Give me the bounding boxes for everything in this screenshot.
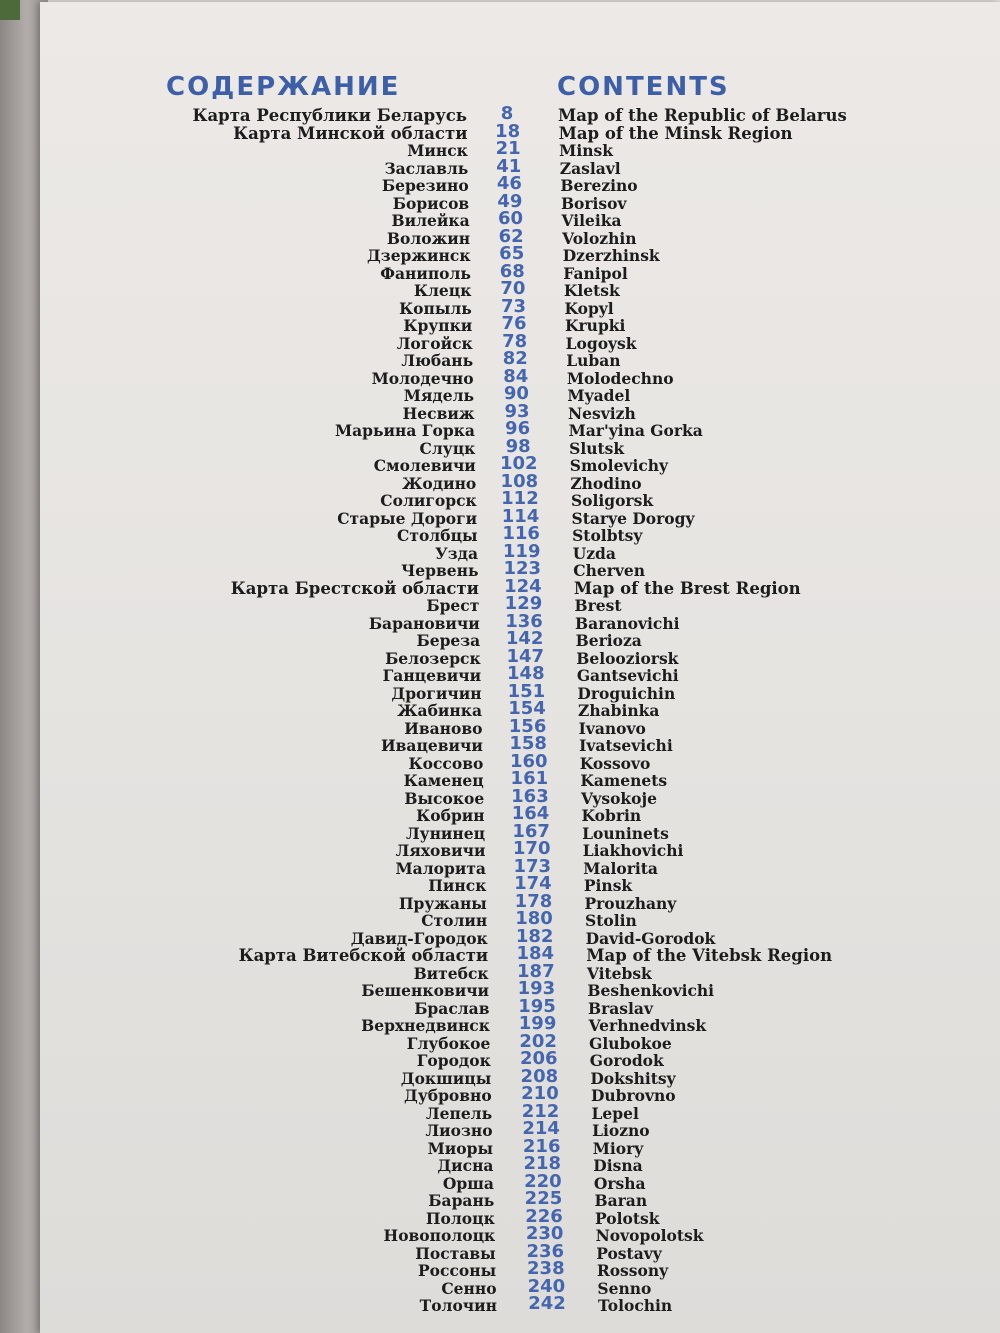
toc-row <box>0 278 1000 300</box>
toc-row <box>0 698 1000 720</box>
toc-entry-ru: Глубокое <box>406 1033 491 1053</box>
toc-entry-ru: Ляховичи <box>395 841 486 860</box>
toc-entry-en: Belooziorsk <box>576 648 679 668</box>
toc-entry-ru: Миоры <box>427 1138 494 1158</box>
toc-entry-en: Molodechno <box>566 368 674 388</box>
toc-entry-en: Kobrin <box>581 806 642 825</box>
toc-row <box>0 348 1000 370</box>
toc-page-number: 18 <box>495 120 521 142</box>
toc-entry-en: Zaslavl <box>559 158 621 178</box>
toc-page-number: 206 <box>519 1048 558 1069</box>
toc-row <box>0 1293 1000 1315</box>
toc-page-number: 62 <box>498 225 524 247</box>
toc-entry-en: Dubrovno <box>590 1086 676 1105</box>
toc-page-number: 167 <box>512 820 550 842</box>
toc-row <box>0 628 1000 650</box>
toc-row <box>0 593 1000 615</box>
toc-entry-ru: Пинск <box>428 876 487 895</box>
toc-entry-ru: Карта Витебской области <box>238 946 489 965</box>
toc-page-number: 195 <box>518 995 556 1017</box>
toc-entry-en: Rossony <box>596 1261 669 1280</box>
toc-row <box>0 820 1000 843</box>
toc-entry-en: Cherven <box>573 561 646 580</box>
toc-entry-ru: Иваново <box>404 718 483 738</box>
toc-page-number: 93 <box>504 400 530 422</box>
toc-entry-en: Dokshitsy <box>590 1068 676 1088</box>
toc-entry-ru: Слуцк <box>419 438 476 458</box>
toc-entry-ru: Поставы <box>415 1243 496 1263</box>
toc-entry-ru: Червень <box>401 561 479 580</box>
toc-page-number: 8 <box>500 103 514 124</box>
toc-page-number: 142 <box>505 628 544 649</box>
toc-entry-en: Map of the Vitebsk Region <box>586 946 833 965</box>
toc-row <box>0 768 1000 790</box>
toc-row <box>0 470 1000 493</box>
toc-entry-en: Glubokoe <box>589 1033 672 1053</box>
toc-page-number: 49 <box>497 190 523 212</box>
toc-page-number: 65 <box>499 243 525 264</box>
toc-entry-en: Postavy <box>596 1243 662 1263</box>
toc-page-number: 154 <box>508 698 546 719</box>
toc-entry-ru: Дисна <box>437 1156 494 1175</box>
toc-entry-ru: Малорита <box>395 858 486 878</box>
toc-entry-en: Senno <box>597 1278 652 1298</box>
toc-entry-en: Liakhovichi <box>582 841 684 860</box>
toc-row <box>0 785 1000 808</box>
toc-row <box>0 330 1000 353</box>
toc-row <box>0 523 1000 545</box>
toc-page-number: 161 <box>510 768 549 789</box>
toc-page-number: 220 <box>524 1170 562 1192</box>
toc-entry-ru: Жодино <box>402 473 477 493</box>
toc-row <box>0 925 1000 948</box>
toc-entry-ru: Копыль <box>399 298 472 318</box>
toc-entry-ru: Молодечно <box>371 368 474 388</box>
toc-entry-en: Malorita <box>583 858 658 878</box>
toc-entry-ru: Орша <box>442 1173 494 1193</box>
toc-row <box>0 1188 1000 1210</box>
toc-entry-en: Liozno <box>592 1121 650 1140</box>
toc-entry-en: Miory <box>592 1138 644 1158</box>
toc-entry-en: Myadel <box>567 386 631 405</box>
toc-entry-en: Fanipol <box>563 263 628 283</box>
toc-row <box>0 1065 1000 1088</box>
toc-entry-en: Slutsk <box>569 438 625 458</box>
toc-entry-ru: Пружаны <box>398 893 487 913</box>
toc-entry-en: Dzerzhinsk <box>562 246 660 265</box>
toc-entry-en: Droguichin <box>577 683 676 703</box>
toc-page-number: 60 <box>497 208 524 229</box>
toc-row <box>0 855 1000 878</box>
toc-entry-ru: Смолевичи <box>373 456 476 475</box>
toc-page-number: 124 <box>504 575 542 597</box>
toc-entry-ru: Брест <box>426 596 480 615</box>
toc-entry-en: Starye Dorogy <box>571 508 695 528</box>
toc-row <box>0 890 1000 913</box>
toc-entry-ru: Ганцевичи <box>382 666 482 685</box>
toc-row <box>0 1118 1000 1140</box>
toc-page-number: 82 <box>502 348 528 369</box>
toc-row <box>0 663 1000 685</box>
toc-page-number: 173 <box>513 855 552 877</box>
toc-row <box>0 418 1000 440</box>
toc-entry-ru: Докшицы <box>400 1068 492 1088</box>
toc-page-number: 156 <box>508 715 547 737</box>
toc-entry-en: Kopyl <box>564 298 614 318</box>
toc-row <box>0 1048 1000 1070</box>
toc-entry-en: Stolbtsy <box>572 526 643 545</box>
toc-page-number: 84 <box>503 365 529 387</box>
toc-page-number: 236 <box>526 1240 565 1262</box>
toc-row <box>0 488 1000 510</box>
toc-entry-ru: Несвиж <box>402 403 475 423</box>
toc-entry-ru: Карта Республики Беларусь <box>192 106 467 125</box>
toc-entry-ru: Карта Минской области <box>233 123 468 143</box>
toc-row <box>0 680 1000 703</box>
toc-entry-en: Orsha <box>593 1173 646 1193</box>
toc-entry-ru: Столин <box>421 911 488 930</box>
toc-row <box>0 1275 1000 1298</box>
toc-entry-ru: Мядель <box>403 386 475 405</box>
toc-entry-en: Soligorsk <box>570 491 654 510</box>
toc-page-number: 226 <box>525 1205 563 1227</box>
toc-page-number: 147 <box>506 645 545 667</box>
toc-entry-en: Berezino <box>560 176 638 195</box>
toc-page-number: 70 <box>500 278 526 299</box>
toc-entry-ru: Барановичи <box>368 613 480 633</box>
toc-entry-ru: Фаниполь <box>380 263 471 283</box>
toc-entry-en: Beshenkovichi <box>587 981 715 1000</box>
toc-entry-en: Gantsevichi <box>576 666 679 685</box>
toc-entry-ru: Крупки <box>403 316 473 335</box>
toc-page-number: 225 <box>524 1188 563 1209</box>
toc-entry-ru: Коссово <box>408 753 484 773</box>
toc-entry-ru: Минск <box>407 141 468 160</box>
toc-entry-ru: Березино <box>381 176 469 195</box>
toc-page-number: 96 <box>505 418 531 439</box>
toc-entry-en: Prouzhany <box>584 893 677 913</box>
toc-entry-en: Zhodino <box>570 473 642 493</box>
toc-row <box>0 365 1000 388</box>
toc-entry-en: Ivatsevichi <box>579 736 673 755</box>
toc-row <box>0 1083 1000 1105</box>
toc-entry-en: Lepel <box>591 1103 639 1123</box>
toc-entry-ru: Городок <box>416 1051 491 1070</box>
toc-entry-en: Gorodok <box>589 1051 664 1070</box>
toc-entry-en: Baran <box>594 1191 648 1210</box>
toc-entry-ru: Вилейка <box>391 211 470 230</box>
toc-entry-en: Kletsk <box>563 281 620 300</box>
toc-page-number: 238 <box>527 1258 565 1279</box>
toc-entry-ru: Дзержинск <box>367 246 471 265</box>
toc-entry-en: Smolevichy <box>569 456 669 475</box>
toc-entry-ru: Клецк <box>413 281 472 300</box>
toc-page-number: 68 <box>499 260 525 282</box>
toc-entry-ru: Узда <box>435 543 479 563</box>
toc-page-number: 187 <box>517 960 555 982</box>
toc-row <box>0 383 1000 405</box>
toc-page-number: 151 <box>507 680 546 702</box>
toc-entry-ru: Дрогичин <box>391 683 482 703</box>
toc-entry-ru: Жабинка <box>397 701 482 720</box>
toc-page-number: 199 <box>518 1013 557 1034</box>
toc-entry-ru: Россоны <box>418 1261 497 1280</box>
toc-row <box>0 803 1000 825</box>
toc-entry-ru: Каменец <box>403 771 484 790</box>
toc-page-number: 178 <box>514 890 553 912</box>
toc-row <box>0 400 1000 423</box>
toc-page-number: 90 <box>503 383 529 404</box>
toc-row <box>0 1240 1000 1263</box>
toc-entry-en: Berioza <box>575 631 642 650</box>
toc-entry-en: Baranovichi <box>575 613 680 633</box>
toc-entry-ru: Витебск <box>413 963 489 983</box>
toc-entry-ru: Береза <box>416 631 481 650</box>
toc-entry-en: Kossovo <box>579 753 651 773</box>
toc-entry-en: Polotsk <box>595 1208 660 1228</box>
toc-row <box>0 558 1000 580</box>
toc-page-number: 102 <box>499 453 538 474</box>
toc-page-number: 242 <box>528 1293 566 1314</box>
toc-entry-ru: Сенно <box>441 1278 497 1298</box>
toc-page-number: 212 <box>521 1100 560 1122</box>
toc-row <box>0 505 1000 528</box>
toc-row <box>0 1223 1000 1245</box>
toc-entry-ru: Высокое <box>404 788 485 808</box>
toc-page-number: 41 <box>496 155 522 177</box>
toc-row <box>0 540 1000 563</box>
toc-entry-ru: Заславль <box>384 158 469 178</box>
toc-page-number: 214 <box>522 1118 560 1139</box>
toc-entry-ru: Воложин <box>386 228 471 248</box>
toc-page-number: 158 <box>509 733 547 754</box>
toc-entry-ru: Дубровно <box>404 1086 492 1105</box>
toc-entry-en: Vitebsk <box>586 963 652 983</box>
toc-row <box>0 960 1000 983</box>
toc-entry-ru: Ивацевичи <box>380 736 483 755</box>
toc-region-row <box>0 575 1000 598</box>
toc-page-number: 136 <box>505 610 543 632</box>
toc-entry-en: Louninets <box>582 823 669 843</box>
toc-row <box>0 995 1000 1018</box>
toc-entry-en: Vileika <box>561 211 622 230</box>
toc-page-number: 240 <box>527 1275 566 1297</box>
toc-entry-ru: Браслав <box>414 998 490 1018</box>
toc-row <box>0 295 1000 318</box>
toc-entry-ru: Любань <box>401 351 474 370</box>
toc-page-number: 119 <box>502 540 541 562</box>
contents-heading-en: CONTENTS <box>557 72 730 102</box>
toc-entry-ru: Солигорск <box>380 491 477 510</box>
toc-entry-en: Kamenets <box>580 771 668 790</box>
toc-entry-en: Verhnedvinsk <box>588 1016 707 1035</box>
toc-page-number: 73 <box>500 295 526 317</box>
toc-page-number: 180 <box>515 908 553 929</box>
toc-page-number: 218 <box>523 1153 562 1174</box>
contents-heading-ru: СОДЕРЖАНИЕ <box>166 72 401 102</box>
toc-page-number: 210 <box>521 1083 559 1104</box>
toc-entry-en: Krupki <box>565 316 626 335</box>
toc-entry-en: Pinsk <box>583 876 633 895</box>
toc-row <box>0 1030 1000 1053</box>
toc-row <box>0 1013 1000 1035</box>
toc-page-number: 184 <box>516 943 555 964</box>
toc-entry-en: Stolin <box>585 911 637 930</box>
toc-entry-en: Disna <box>593 1156 643 1175</box>
toc-row <box>0 610 1000 633</box>
toc-page-number: 182 <box>515 925 554 947</box>
toc-page-number: 230 <box>525 1223 564 1244</box>
toc-page-number: 164 <box>511 803 550 824</box>
toc-row <box>0 733 1000 755</box>
toc-entry-en: Map of the Republic of Belarus <box>558 106 847 125</box>
toc-entry-ru: Полоцк <box>425 1208 495 1228</box>
toc-page-number: 21 <box>495 138 521 159</box>
toc-page-number: 148 <box>507 663 545 684</box>
toc-entry-ru: Лунинец <box>405 823 486 843</box>
toc-page-number: 98 <box>505 435 531 457</box>
toc-entry-en: Ivanovo <box>578 718 646 738</box>
toc-page-number: 76 <box>501 313 527 334</box>
toc-entry-en: Luban <box>566 351 621 370</box>
toc-page-number: 46 <box>496 173 522 194</box>
toc-page-number: 123 <box>503 558 542 579</box>
toc-entry-ru: Карта Брестской области <box>230 578 479 598</box>
toc-page-number: 112 <box>501 488 539 509</box>
toc-page-number: 208 <box>520 1065 559 1087</box>
toc-entry-ru: Толочин <box>419 1296 497 1315</box>
toc-row <box>0 873 1000 895</box>
toc-entry-ru: Борисов <box>392 193 470 213</box>
toc-entry-ru: Барань <box>428 1191 495 1210</box>
toc-page-number: 163 <box>511 785 549 807</box>
toc-entry-en: Braslav <box>588 998 653 1018</box>
toc-row <box>0 908 1000 930</box>
toc-entry-ru: Столбцы <box>397 526 478 545</box>
toc-row <box>0 1135 1000 1158</box>
toc-page-number: 129 <box>504 593 543 614</box>
toc-entry-en: Tolochin <box>598 1296 673 1315</box>
toc-row <box>0 453 1000 475</box>
toc-entry-ru: Верхнедвинск <box>361 1016 490 1035</box>
toc-page-number: 202 <box>519 1030 557 1052</box>
toc-row <box>0 645 1000 668</box>
toc-entry-ru: Марьина Горка <box>334 421 475 440</box>
toc-entry-ru: Давид-Городок <box>350 928 488 948</box>
toc-entry-en: Zhabinka <box>578 701 660 720</box>
toc-row <box>0 313 1000 335</box>
toc-entry-en: Map of the Minsk Region <box>558 123 793 143</box>
toc-entry-en: David-Gorodok <box>585 928 716 948</box>
toc-entry-ru: Лепель <box>425 1103 493 1123</box>
toc-page-number: 78 <box>502 330 528 352</box>
toc-entry-ru: Лиозно <box>425 1121 493 1140</box>
toc-entry-en: Logoysk <box>565 333 637 353</box>
toc-entry-en: Borisov <box>560 193 627 213</box>
toc-row <box>0 1258 1000 1280</box>
toc-entry-en: Nesvizh <box>568 403 636 423</box>
toc-page-number: 108 <box>500 470 539 492</box>
toc-page-number: 193 <box>517 978 556 999</box>
toc-entry-en: Mar'yina Gorka <box>568 421 703 440</box>
toc-row <box>0 978 1000 1000</box>
toc-entry-ru: Бешенковичи <box>361 981 490 1000</box>
toc-entry-en: Vysokoje <box>580 788 657 808</box>
toc-page-number: 160 <box>509 750 548 772</box>
toc-entry-en: Volozhin <box>562 228 637 248</box>
toc-entry-en: Brest <box>574 596 622 615</box>
toc-entry-ru: Белозерск <box>385 648 481 668</box>
toc-page-number: 216 <box>522 1135 561 1157</box>
toc-page-number: 170 <box>512 838 551 859</box>
toc-row <box>0 750 1000 773</box>
toc-row <box>0 1100 1000 1123</box>
toc-row <box>0 838 1000 860</box>
toc-row <box>0 1153 1000 1175</box>
toc-entry-ru: Логойск <box>396 333 473 353</box>
toc-entry-ru: Старые Дороги <box>337 508 478 528</box>
toc-entry-en: Uzda <box>572 543 616 563</box>
toc-page-number: 116 <box>502 523 540 544</box>
toc-page-number: 174 <box>514 873 552 894</box>
toc-row <box>0 1205 1000 1228</box>
toc-page-number: 114 <box>501 505 540 527</box>
toc-entry-ru: Новополоцк <box>383 1226 496 1245</box>
toc-row <box>0 1170 1000 1193</box>
toc-region-row <box>0 943 1000 965</box>
toc-entry-ru: Кобрин <box>416 806 485 825</box>
toc-entry-en: Minsk <box>559 141 613 160</box>
toc-entry-en: Map of the Brest Region <box>573 578 801 598</box>
toc-entry-en: Novopolotsk <box>595 1226 704 1245</box>
toc-row <box>0 715 1000 738</box>
